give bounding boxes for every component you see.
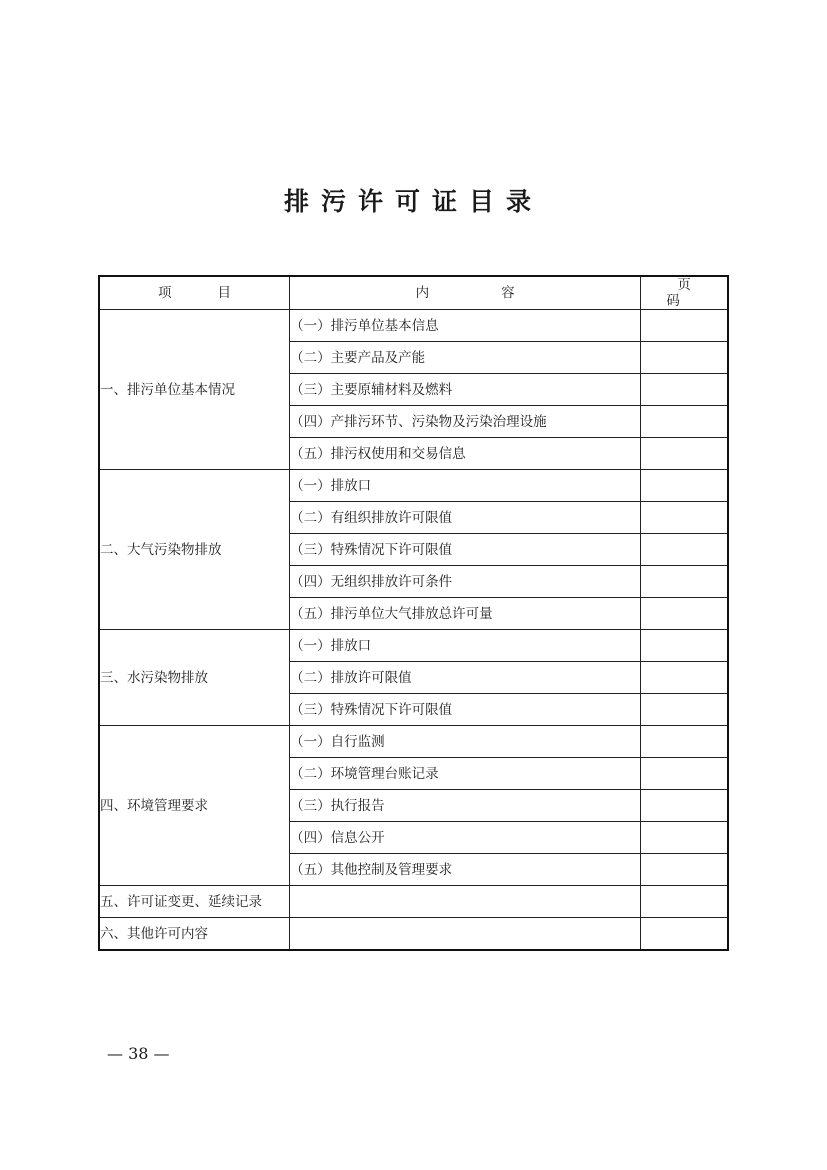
page-cell xyxy=(641,918,728,951)
page-cell xyxy=(641,854,728,886)
table-row xyxy=(99,726,728,758)
page-cell xyxy=(641,822,728,854)
header-content xyxy=(290,276,641,310)
page-cell xyxy=(641,342,728,374)
page-cell xyxy=(641,694,728,726)
header-content-label: 内容 xyxy=(415,285,587,301)
content-item: （三）主要原辅材料及燃料 xyxy=(290,374,641,406)
header-item xyxy=(99,276,290,310)
page-cell xyxy=(641,566,728,598)
table-row xyxy=(99,630,728,662)
content-item: （三）执行报告 xyxy=(290,790,641,822)
table-row xyxy=(99,886,728,918)
table-row xyxy=(99,918,728,951)
content-item: （五）排污权使用和交易信息 xyxy=(290,438,641,470)
document-title: 排污许可证目录 xyxy=(283,187,543,216)
header-page xyxy=(641,276,728,310)
content-item: （一）排污单位基本信息 xyxy=(290,310,641,342)
content-item: （二）环境管理台账记录 xyxy=(290,758,641,790)
section-label: 二、大气污染物排放 xyxy=(99,470,290,630)
content-item: （三）特殊情况下许可限值 xyxy=(290,694,641,726)
section-label: 一、排污单位基本情况 xyxy=(99,310,290,470)
page-cell xyxy=(641,790,728,822)
content-item: （五）其他控制及管理要求 xyxy=(290,854,641,886)
page-cell xyxy=(641,502,728,534)
content-item: （一）排放口 xyxy=(290,470,641,502)
table-header-row xyxy=(99,276,728,310)
page-cell xyxy=(641,886,728,918)
content-item: （四）信息公开 xyxy=(290,822,641,854)
content-item: （一）排放口 xyxy=(290,630,641,662)
content-item: （二）主要产品及产能 xyxy=(290,342,641,374)
page-cell xyxy=(641,726,728,758)
page-number: — 38 — xyxy=(107,1044,170,1063)
section-label: 六、其他许可内容 xyxy=(99,918,290,951)
page-cell xyxy=(641,374,728,406)
page-cell xyxy=(641,406,728,438)
page-cell xyxy=(641,534,728,566)
content-item xyxy=(290,918,641,951)
page-cell xyxy=(641,598,728,630)
content-item: （一）自行监测 xyxy=(290,726,641,758)
content-item: （二）排放许可限值 xyxy=(290,662,641,694)
section-label: 四、环境管理要求 xyxy=(99,726,290,886)
content-item: （三）特殊情况下许可限值 xyxy=(290,534,641,566)
page-cell xyxy=(641,310,728,342)
section-label: 五、许可证变更、延续记录 xyxy=(99,886,290,918)
page-cell xyxy=(641,662,728,694)
table-row xyxy=(99,470,728,502)
content-item: （五）排污单位大气排放总许可量 xyxy=(290,598,641,630)
content-item: （四）产排污环节、污染物及污染治理设施 xyxy=(290,406,641,438)
page-cell xyxy=(641,758,728,790)
section-label: 三、水污染物排放 xyxy=(99,630,290,726)
table-row xyxy=(99,310,728,342)
content-item: （二）有组织排放许可限值 xyxy=(290,502,641,534)
page-cell xyxy=(641,630,728,662)
header-page-label: 页码 xyxy=(666,277,713,309)
toc-table xyxy=(98,275,729,951)
content-item xyxy=(290,886,641,918)
page-cell xyxy=(641,438,728,470)
content-item: （四）无组织排放许可条件 xyxy=(290,566,641,598)
header-item-label: 项目 xyxy=(158,285,278,301)
page-cell xyxy=(641,470,728,502)
